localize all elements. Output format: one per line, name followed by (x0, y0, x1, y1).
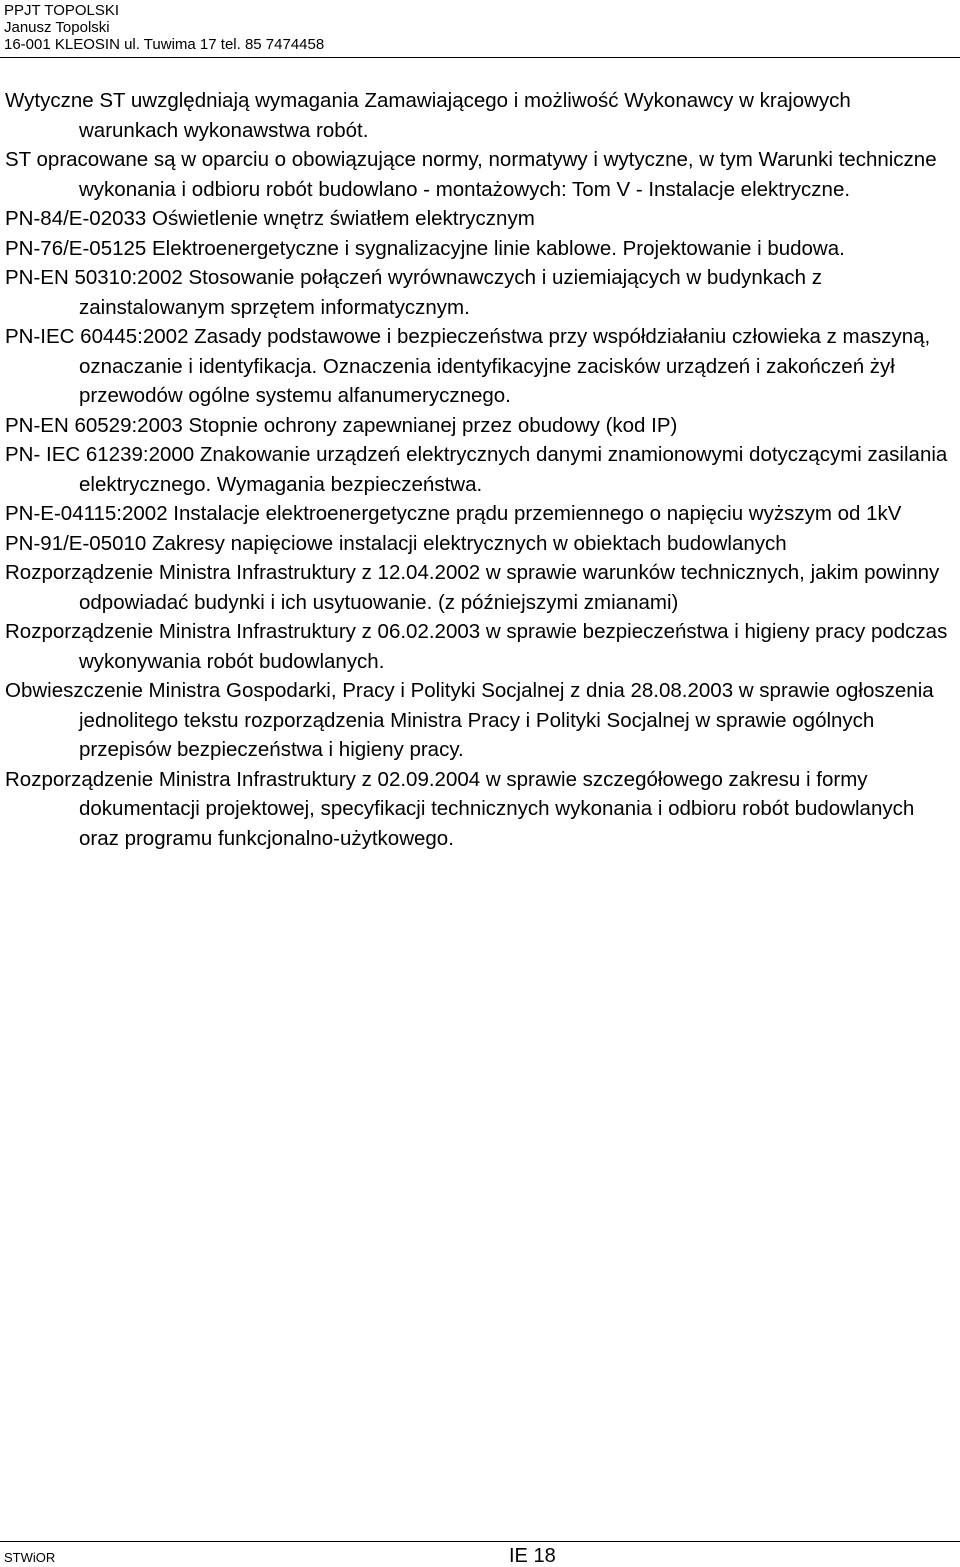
company-name: PPJT TOPOLSKI (4, 2, 120, 19)
footer-divider (0, 1541, 960, 1542)
standard-item: PN- IEC 61239:2000 Znakowanie urządzeń elektrycznych danymi znamionowymi dotyczącymi zasilania elektrycznego. Wymagania bezpieczeństwa. (5, 443, 948, 496)
paragraph-standards-basis: ST opracowane są w oparciu o obowiązujące normy, normatywy i wytyczne, w tym Warunki techniczne wykonania i odbioru robót budowlano - montażowych: Tom V - Instalacje elektryczne. (5, 148, 937, 201)
standard-item: PN-IEC 60445:2002 Zasady podstawowe i bezpieczeństwa przy współdziałaniu człowieka z maszyną, oznaczanie i identyfikacja. Oznaczenia identyfikacyjne zacisków urządzeń i zakończeń żył przewodów ogólne systemu alfanumerycznego. (5, 325, 931, 407)
standard-item: PN-E-04115:2002 Instalacje elektroenergetyczne prądu przemiennego o napięciu wyższym od 1kV (5, 502, 902, 525)
regulation-item: Obwieszczenie Ministra Gospodarki, Pracy i Polityki Socjalnej z dnia 28.08.2003 w sprawie ogłoszenia jednolitego tekstu rozporządzenia Ministra Pracy i Polityki Socjalnej w sprawie ogólnych przepisów bezpieczeństwa i higieny pracy. (5, 679, 934, 761)
document-body (5, 86, 953, 853)
page-header (4, 2, 324, 53)
standard-item: PN-76/E-05125 Elektroenergetyczne i sygnalizacyjne linie kablowe. Projektowanie i budowa. (5, 236, 845, 260)
header-divider (0, 57, 960, 58)
regulation-item: Rozporządzenie Ministra Infrastruktury z 12.04.2002 w sprawie warunków technicznych, jakim powinny odpowiadać budynki i ich usytuowanie. (z późniejszymi zmianami) (5, 561, 940, 614)
standard-item: PN-84/E-02033 Oświetlenie wnętrz światłem elektrycznym (5, 207, 535, 230)
company-address: 16-001 KLEOSIN ul. Tuwima 17 tel. 85 7474458 (4, 36, 325, 53)
page-number: IE 18 (509, 1545, 556, 1567)
regulation-item: Rozporządzenie Ministra Infrastruktury z 02.09.2004 w sprawie szczegółowego zakresu i formy dokumentacji projektowej, specyfikacji technicznych wykonania i odbioru robót budowlanych oraz programu funkcjonalno-użytkowego. (5, 767, 915, 850)
standard-item: PN-EN 50310:2002 Stosowanie połączeń wyrównawczych i uziemiających w budynkach z zainstalowanym sprzętem informatycznym. (5, 266, 822, 319)
standard-item: PN-91/E-05010 Zakresy napięciowe instalacji elektrycznych w obiektach budowlanych (5, 531, 787, 555)
paragraph-intro: Wytyczne ST uwzględniają wymagania Zamawiającego i możliwość Wykonawcy w krajowych warunkach wykonawstwa robót. (5, 89, 851, 142)
standard-item: PN-EN 60529:2003 Stopnie ochrony zapewnianej przez obudowy (kod IP) (5, 413, 678, 437)
regulation-item: Rozporządzenie Ministra Infrastruktury z 06.02.2003 w sprawie bezpieczeństwa i higieny pracy podczas wykonywania robót budowlanych. (5, 620, 948, 673)
document-code: STWiOR (4, 1550, 56, 1565)
author-name: Janusz Topolski (4, 19, 110, 36)
